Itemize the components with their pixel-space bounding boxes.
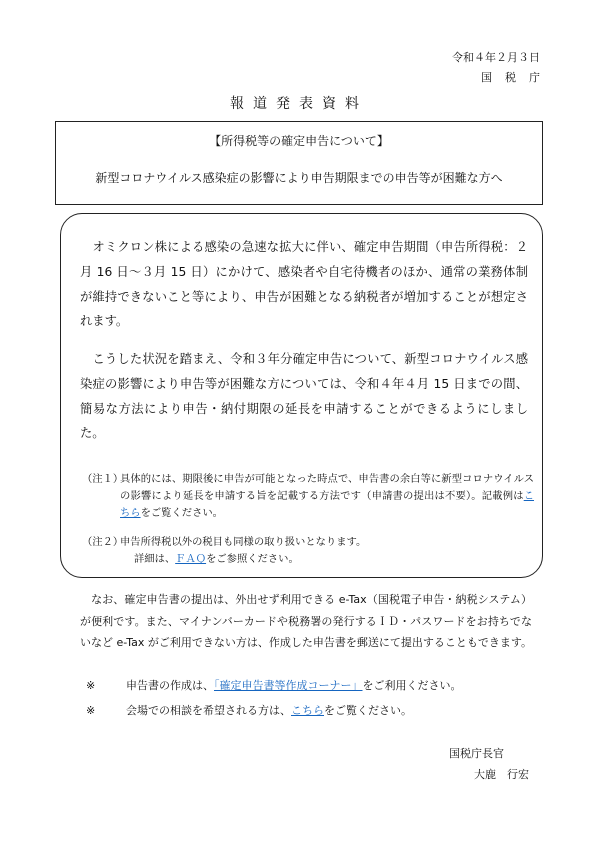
info-item-1-lead: 申告書の作成は、 [126,679,214,692]
faq-link[interactable]: ＦＡＱ [175,553,207,565]
info-item-2 [80,702,412,718]
filing-corner-link[interactable]: 「確定申告書等作成コーナー」 [214,679,363,692]
note-1-text [120,471,534,522]
note-mark-1: ※ [86,679,96,692]
info-item-2-tail: をご覧ください。 [324,704,412,717]
title-box [55,121,543,205]
subject-line: 【所得税等の確定申告について】 [209,134,389,148]
note-2-detail-lead: 詳細は、 [134,553,176,565]
note-1-body: 具体的には、期限後に申告が可能となった時点で、申告書の余白等に新型コロナウイルスの影響により延長を申請する旨を記載する方法です（申請書の提出は不要）。記載例は [120,473,534,502]
signatory-name: 大鹿 行宏 [474,768,529,781]
note-1-tail: をご覧ください。 [140,507,223,519]
release-date: 令和４年２月３日 [452,51,540,64]
consultation-link[interactable]: こちら [291,704,324,717]
note-mark-2: ※ [86,704,96,717]
body-paragraph-2: こうした状況を踏まえ、令和３年分確定申告について、新型コロナウイルス感染症の影響により申告等が困難な方については、令和４年４月 15 日までの間、簡易な方法により申告・納付期限の延長を申請することができるようにしました。 [80,352,528,441]
note-2-detail-tail: をご参照ください。 [206,553,299,565]
signatory-title: 国税庁長官 [449,747,504,760]
note-2-label: （注２） [82,536,124,548]
date-block [452,48,553,88]
agency-name: 国税庁 [481,71,553,84]
body-paragraph-1: オミクロン株による感染の急速な拡大に伴い、確定申告期間（申告所得税：２月 16 日～３月 15 日）にかけて、感染者や自宅待機者のほか、通常の業務体制が維持できないこと等により、申告が困難となる納税者が増加することが想定されます。 [80,240,528,329]
info-item-2-lead: 会場での相談を希望される方は、 [126,704,291,717]
press-release-heading: 報道発表資料 [230,96,368,112]
example-link[interactable]: こちら [120,490,534,519]
note-2-body: 申告所得税以外の税目も同様の取り扱いとなります。 [120,536,367,548]
headline: 新型コロナウイルス感染症の影響により申告期限までの申告等が困難な方へ [95,171,503,185]
note-2-detail [120,551,534,568]
etax-paragraph: なお、確定申告書の提出は、外出せず利用できる e-Tax（国税電子申告・納税システム）が便利です。また、マイナンバーカードや税務署の発行するＩＤ・パスワードをお持ちでないなど e-Tax がご利用できない方は、作成した申告書を郵送にて提出することもできます。 [80,593,532,649]
info-item-1 [80,677,462,693]
info-item-1-tail: をご利用ください。 [362,679,462,692]
note-2-text [120,534,534,568]
note-1-label: （注１） [82,473,124,485]
